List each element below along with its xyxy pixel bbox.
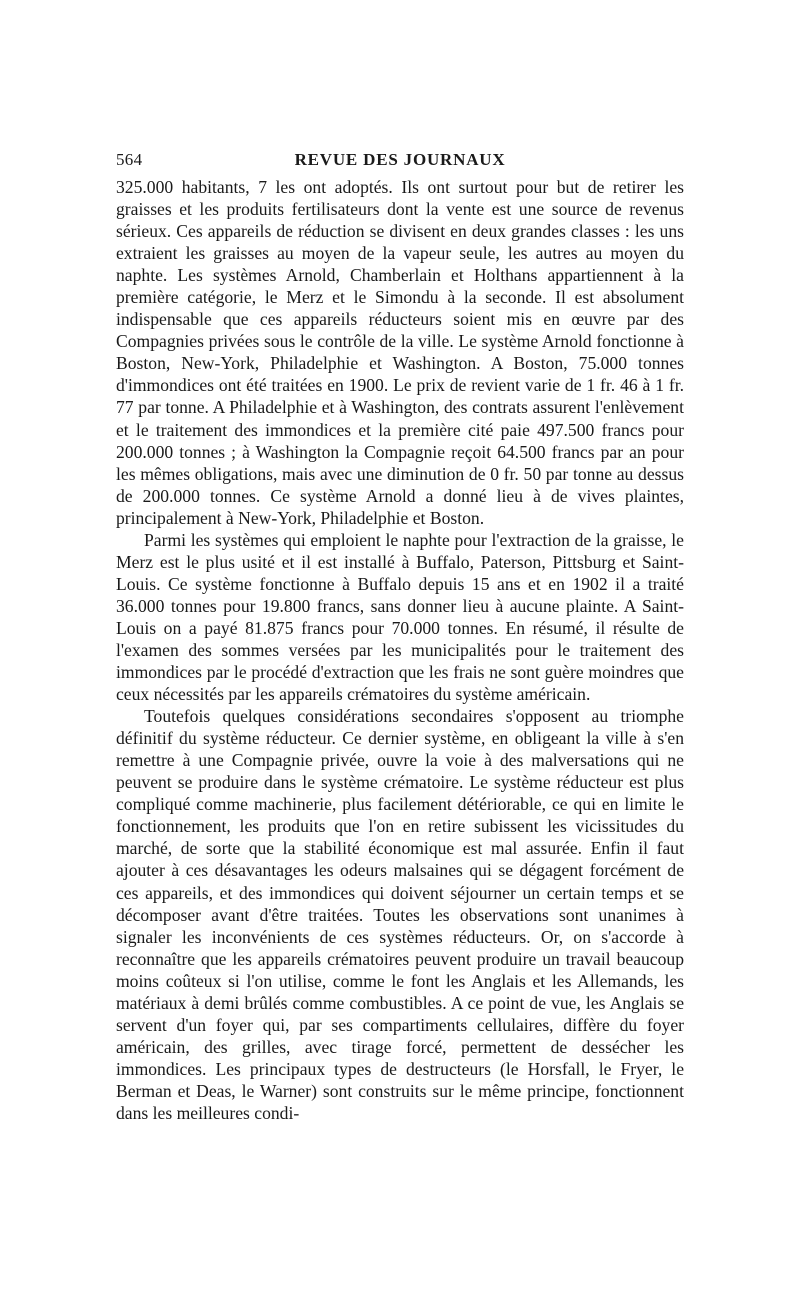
paragraph-3: Toutefois quelques considérations secondaires s'opposent au triomphe définitif du système réducteur. Ce dernier système, en obligeant la ville à s'en remettre à une Compagnie privée, ouvre la voie à des malversations qui ne peuvent se produire dans le système crématoire. Le système réducteur est plus compliqué comme machinerie, plus facilement détériorable, ce qui en limite le fonctionnement, les produits que l'on en retire subissent les vicissitudes du marché, de sorte que la stabilité économique est mal assurée. Enfin il faut ajouter à ces désavantages les odeurs malsaines qui se dégagent forcément de ces appareils, et des immondices qui doivent séjourner un certain temps et se décomposer avant d'être traitées. Toutes les observations sont unanimes à signaler les inconvénients de ces systèmes réducteurs. Or, on s'accorde à reconnaître que les appareils crématoires peuvent produire un travail beaucoup moins coûteux si l'on utilise, comme le font les Anglais et les Allemands, les matériaux à demi brûlés comme combustibles. A ce point de vue, les Anglais se servent d'un foyer qui, par ses compartiments cellulaires, diffère du foyer américain, des grilles, avec tirage forcé, permettent de dessécher les immondices. Les principaux types de destructeurs (le Horsfall, le Fryer, le Berman et Deas, le Warner) sont construits sur le même principe, fonctionnent dans les meilleures condi- (116, 706, 684, 1123)
running-header (116, 150, 684, 176)
journal-title: REVUE DES JOURNAUX (294, 150, 506, 169)
page-number: 564 (116, 150, 143, 169)
paragraph-2: Parmi les systèmes qui emploient le naphte pour l'extraction de la graisse, le Merz est le plus usité et il est installé à Buffalo, Paterson, Pittsburg et Saint-Louis. Ce système fonctionne à Buffalo depuis 15 ans et en 1902 il a traité 36.000 tonnes pour 19.800 francs, sans donner lieu à aucune plainte. A Saint-Louis on a payé 81.875 francs pour 70.000 tonnes. En résumé, il résulte de l'examen des sommes versées par les municipalités pour le traitement des immondices par le procédé d'extraction que les frais ne sont guère moindres que ceux nécessités par les appareils crématoires du système américain. (116, 529, 684, 705)
paragraph-1: 325.000 habitants, 7 les ont adoptés. Ils ont surtout pour but de retirer les graisses et les produits fertilisateurs dont la vente est une source de revenus sérieux. Ces appareils de réduction se divisent en deux grandes classes : les uns extraient les graisses au moyen de la vapeur seule, les autres au moyen du naphte. Les systèmes Arnold, Chamberlain et Holthans appartiennent à la première catégorie, le Merz et le Simondu à la seconde. Il est absolument indispensable que ces appareils réducteurs soient mis en œuvre par des Compagnies privées sous le contrôle de la ville. Le système Arnold fonctionne à Boston, New-York, Philadelphie et Washington. A Boston, 75.000 tonnes d'immondices ont été traitées en 1900. Le prix de revient varie de 1 fr. 46 à 1 fr. 77 par tonne. A Philadelphie et à Washington, des contrats assurent l'enlèvement et le traitement des immondices et la première cité paie 497.500 francs pour 200.000 tonnes ; à Washington la Compagnie reçoit 64.500 francs par an pour les mêmes obligations, mais avec une diminution de 0 fr. 50 par tonne au dessus de 200.000 tonnes. Ce système Arnold a donné lieu à de vives plaintes, principalement à New-York, Philadelphie et Boston. (116, 177, 684, 528)
article-body (116, 176, 684, 1124)
document-page (116, 150, 684, 1124)
